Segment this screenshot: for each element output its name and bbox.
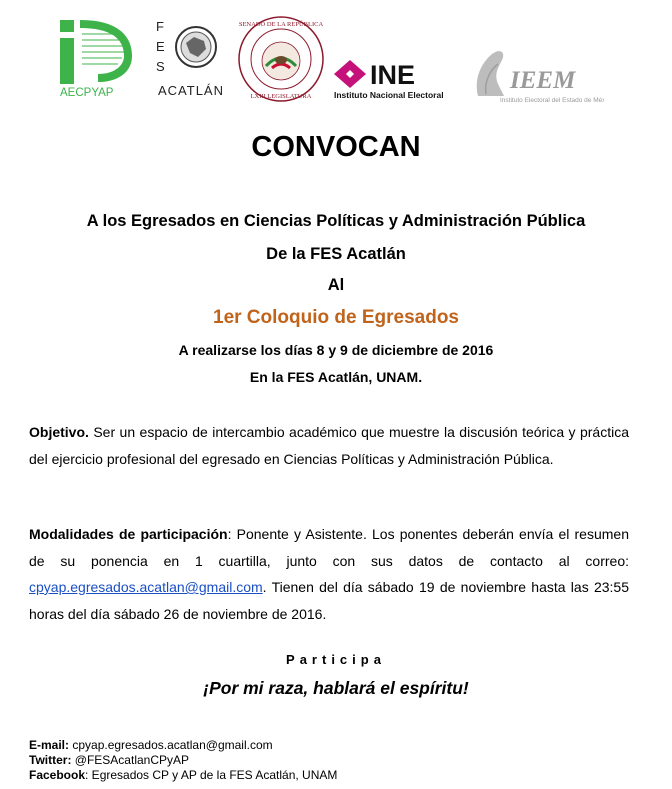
event-place: En la FES Acatlán, UNAM. [249, 369, 423, 385]
modalities-text-before: : Ponente y Asistente. Los ponentes deberán envía el resumen de su ponencia en 1 cuartilla, junto con sus datos de contacto al correo: [29, 526, 629, 569]
submission-email-link[interactable]: cpyap.egresados.acatlan@gmail.com [29, 579, 263, 595]
contact-facebook [29, 768, 337, 783]
modalities-paragraph [29, 521, 629, 627]
fes-letter-s: S [156, 59, 165, 74]
svg-text:LXIII LEGISLATURA: LXIII LEGISLATURA [250, 93, 312, 100]
fes-acatlan-logo [150, 15, 230, 101]
page-title: CONVOCAN [251, 131, 421, 163]
senado-seal-logo [236, 14, 326, 104]
contact-email-label: E-mail: [29, 738, 70, 752]
contact-email-value: cpyap.egresados.acatlan@gmail.com [69, 738, 273, 752]
participa-label: Participa [286, 652, 386, 667]
event-dates: A realizarse los días 8 y 9 de diciembre de 2016 [178, 342, 494, 358]
contact-facebook-value: : Egresados CP y AP de la FES Acatlán, UNAM [85, 768, 338, 782]
audience-line-3: Al [327, 276, 345, 294]
fes-logo-text: ACATLÁN [158, 83, 224, 98]
ine-logo-name: INE [370, 60, 416, 90]
audience-line-1: A los Egresados en Ciencias Políticas y Administración Pública [86, 212, 586, 230]
contact-facebook-label: Facebook [29, 768, 86, 782]
contact-email [29, 738, 273, 753]
objective-paragraph [29, 419, 629, 472]
svg-text:SENADO DE LA REPÚBLICA: SENADO DE LA REPÚBLICA [238, 21, 324, 28]
modalities-text-after: . Tienen del día sábado 19 de noviembre hasta las 23:55 horas del día sábado 26 de noviembre de 2016. [29, 579, 629, 622]
fes-letter-e: E [156, 39, 165, 54]
ieem-logo-name: IEEM [510, 67, 576, 94]
motto: ¡Por mi raza, hablará el espíritu! [203, 678, 469, 698]
contact-twitter [29, 753, 189, 768]
objective-label: Objetivo. [29, 424, 89, 440]
audience-line-2: De la FES Acatlán [266, 245, 406, 263]
aecpyap-logo-text: AECPYAP [60, 87, 114, 99]
aecpyap-logo [58, 16, 144, 100]
modalities-label: Modalidades de participación [29, 526, 228, 542]
contact-twitter-value: @FESAcatlanCPyAP [71, 753, 190, 767]
ine-logo-subtitle: Instituto Nacional Electoral [334, 90, 444, 100]
ine-logo [330, 58, 460, 102]
fes-letter-f: F [156, 19, 164, 34]
ieem-logo [464, 44, 604, 106]
contact-twitter-label: Twitter: [29, 753, 72, 767]
objective-text: Ser un espacio de intercambio académico que muestre la discusión teórica y práctica del ejercicio profesional del egresado en Ciencias Políticas y Administración Pública. [29, 424, 629, 467]
ieem-logo-subtitle: Instituto Electoral del Estado de México [500, 97, 604, 104]
event-title: 1er Coloquio de Egresados [213, 307, 459, 328]
